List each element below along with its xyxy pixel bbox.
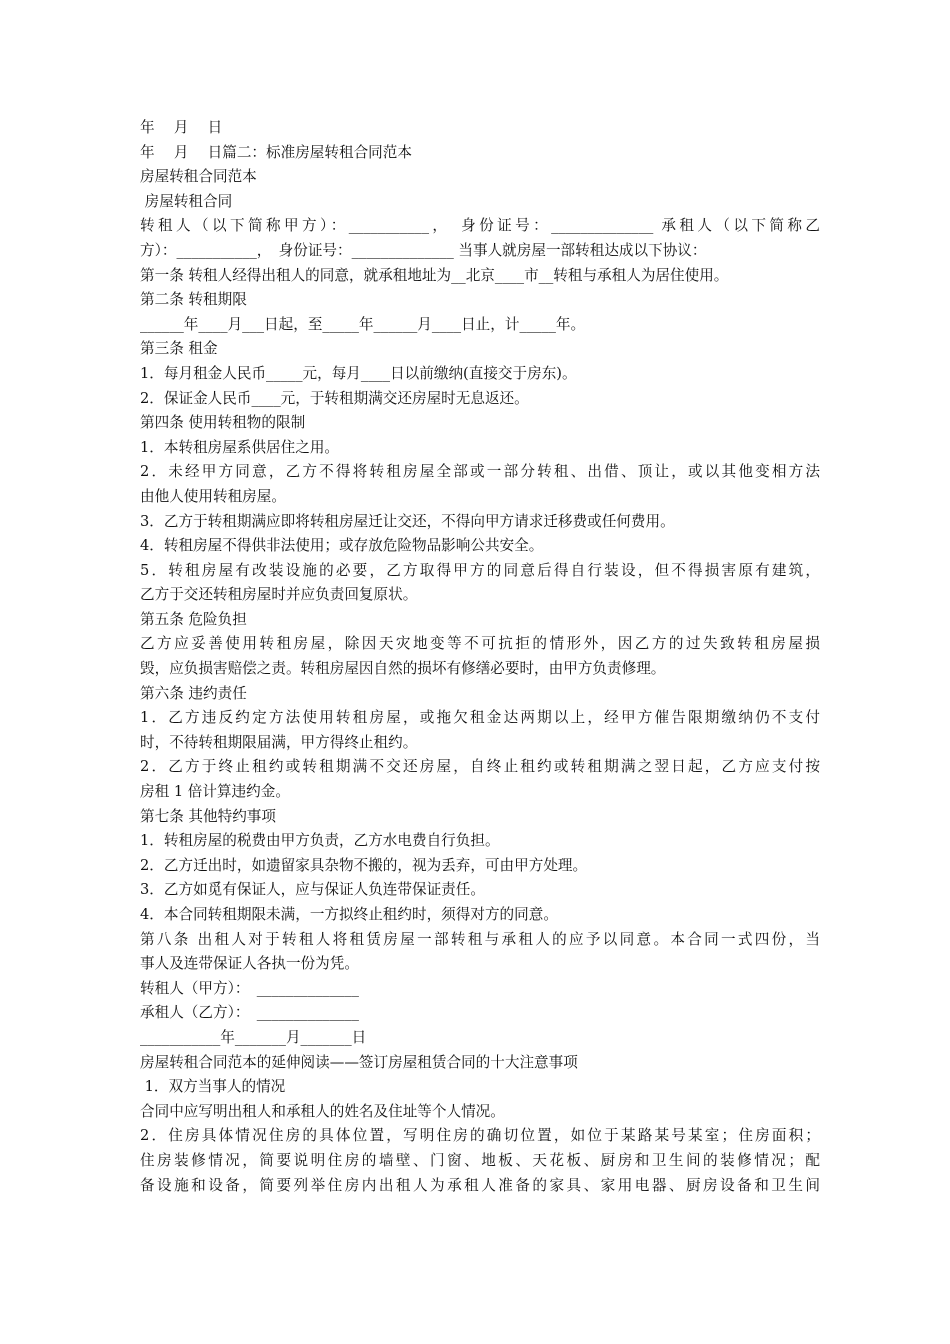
doc-line: 方）：___________， 身份证号：______________ 当事人就房屋一部转租达成以下协议：: [140, 241, 707, 259]
doc-line: 年 月 日: [140, 119, 223, 136]
doc-line: 事人及连带保证人各执一份为凭。: [140, 955, 359, 973]
document-page: [140, 116, 820, 1198]
doc-line: 第一条 转租人经得出租人的同意，就承租地址为__北京____市__转租与承租人为居住使用。: [140, 266, 729, 284]
doc-line: 5．转租房屋有改装设施的必要，乙方取得甲方的同意后得自行装设，但不得损害原有建筑，: [140, 561, 820, 579]
doc-line: 1．每月租金人民币_____元，每月____日以前缴纳(直接交于房东)。: [140, 364, 577, 382]
doc-line: 乙方于交还转租房屋时并应负责回复原状。: [140, 586, 418, 604]
doc-line: 第七条 其他特约事项: [140, 807, 276, 825]
doc-line: 4．转租房屋不得供非法使用；或存放危险物品影响公共安全。: [140, 537, 544, 555]
doc-line: ___________年_______月_______日: [140, 1028, 367, 1046]
doc-line: 房屋转租合同范本的延伸阅读——签订房屋租赁合同的十大注意事项: [140, 1053, 578, 1071]
doc-line: 合同中应写明出租人和承租人的姓名及住址等个人情况。: [140, 1102, 505, 1120]
doc-line: 第四条 使用转租物的限制: [140, 414, 306, 432]
doc-line: 1．本转租房屋系供居住之用。: [140, 438, 340, 456]
doc-line: 住房装修情况，简要说明住房的墙壁、门窗、地板、天花板、厨房和卫生间的装修情况；配: [140, 1151, 820, 1169]
doc-line: 第八条 出租人对于转租人将租赁房屋一部转租与承租人的应予以同意。本合同一式四份，当: [140, 930, 820, 948]
doc-line: 房屋转租合同范本: [140, 168, 257, 186]
doc-line: 乙方应妥善使用转租房屋，除因天灾地变等不可抗拒的情形外，因乙方的过失致转租房屋损: [140, 635, 820, 653]
doc-line: 2．未经甲方同意，乙方不得将转租房屋全部或一部分转租、出借、顶让，或以其他变相方法: [140, 463, 820, 481]
doc-line: 承租人（乙方）： ______________: [140, 1004, 359, 1022]
doc-line: 1．乙方违反约定方法使用转租房屋，或拖欠租金达两期以上，经甲方催告限期缴纳仍不支付: [140, 709, 820, 727]
doc-line: 毁，应负损害赔偿之责。转租房屋因自然的损坏有修缮必要时，由甲方负责修理。: [140, 660, 666, 678]
doc-line: 房屋转租合同: [140, 192, 233, 210]
doc-line: 2．乙方于终止租约或转租期满不交还房屋，自终止租约或转租期满之翌日起，乙方应支付按: [140, 758, 820, 776]
doc-line: 第五条 危险负担: [140, 610, 247, 628]
doc-line: 3．乙方如觅有保证人，应与保证人负连带保证责任。: [140, 881, 485, 899]
doc-line: ______年____月___日起，至_____年______月____日止，计_____年。: [140, 315, 586, 333]
doc-line: 第三条 租金: [140, 340, 218, 358]
doc-line: 转租人（甲方）： ______________: [140, 979, 359, 997]
doc-line: 时，不待转租期限届满，甲方得终止租约。: [140, 733, 418, 751]
doc-line: 第六条 违约责任: [140, 684, 247, 702]
doc-line: 3．乙方于转租期满应即将转租房屋迁让交还，不得向甲方请求迁移费或任何费用。: [140, 512, 675, 530]
doc-line: 备设施和设备，简要列举住房内出租人为承租人准备的家具、家用电器、厨房设备和卫生间: [140, 1176, 820, 1194]
doc-line: 2．保证金人民币____元，于转租期满交还房屋时无息返还。: [140, 389, 529, 407]
doc-line: 第二条 转租期限: [140, 291, 247, 309]
doc-line: 1．转租房屋的税费由甲方负责，乙方水电费自行负担。: [140, 832, 500, 850]
doc-line: 4．本合同转租期限未满，一方拟终止租约时，须得对方的同意。: [140, 906, 558, 923]
doc-line: 转租人（以下简称甲方）：___________， 身份证号：______________ 承租人（以下简称乙: [140, 217, 820, 235]
doc-line: 2．乙方迁出时，如遗留家具杂物不搬的，视为丢弃，可由甲方处理。: [140, 856, 588, 874]
doc-line: 2．住房具体情况住房的具体位置，写明住房的确切位置，如位于某路某号某室；住房面积；: [140, 1127, 820, 1145]
doc-line: 房租 1 倍计算违约金。: [140, 783, 290, 801]
doc-line: 年 月 日篇二：标准房屋转租合同范本: [140, 143, 412, 161]
doc-line: 由他人使用转租房屋。: [140, 487, 286, 505]
doc-line: 1．双方当事人的情况: [140, 1078, 286, 1096]
